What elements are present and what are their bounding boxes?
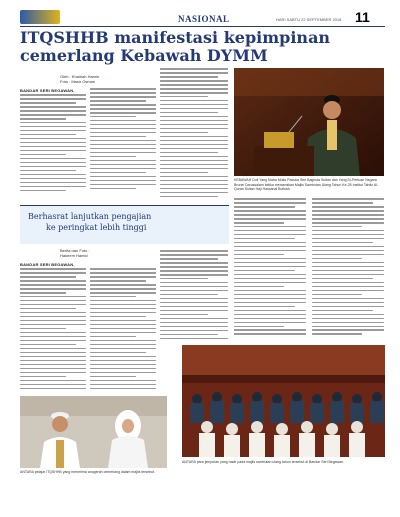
main-body-column-1	[20, 94, 86, 194]
page-number: 11	[355, 9, 370, 25]
second-body-column-2	[90, 268, 156, 392]
main-byline	[60, 74, 99, 84]
second-article-headline-box	[20, 205, 229, 244]
second-byline	[60, 248, 90, 258]
second-headline-line-1: Berhasrat lanjutkan pengajian	[28, 212, 152, 221]
main-byline-photo: Foto : Masir Osman	[60, 79, 96, 84]
second-body-column-1	[20, 268, 86, 392]
second-photo-caption: ANTARA pelajar ITQSHHB yang menerima anugerah cemerlang dalam majlis tersebut.	[20, 470, 155, 474]
section-name: NASIONAL	[178, 14, 230, 24]
second-headline-line-2: ke peringkat lebih tinggi	[46, 223, 147, 232]
second-lead: BANDAR SERI BEGAWAN,	[20, 262, 75, 267]
group-photo-caption: ANTARA para jemputan yang hadir pada majlis sambutan ulang tahun tersebut di Bandar Seri Begawan.	[182, 460, 345, 464]
main-headline	[20, 29, 390, 65]
group-photo-illustration	[182, 345, 385, 457]
second-photo-illustration	[20, 396, 167, 468]
group-photo	[182, 345, 385, 457]
main-body-column-5	[312, 198, 384, 337]
second-photo	[20, 396, 167, 468]
second-headline	[28, 211, 228, 233]
main-body-column-3	[160, 68, 228, 199]
main-byline-writer: Oleh : Khairiah Hamin	[60, 74, 100, 79]
main-photo	[234, 68, 384, 176]
main-body-column-4	[234, 198, 306, 337]
newspaper-logo	[20, 10, 60, 24]
page-header	[0, 6, 400, 28]
issue-date: HARI SABTU 22 SEPTEMBER 2018	[276, 17, 342, 22]
main-body-column-2	[90, 88, 156, 192]
main-photo-caption: KEBAWAH Duli Yang Maha Mulia Paduka Seri Baginda Sultan dan Yang Di-Pertuan Negara Brunei Darussalam ketika merasmikan Majlis Sambutan Ulang Tahun Ke-25 Institut Tahfiz Al-Quran Sultan Haji Hassanal Bolkiah.	[234, 178, 379, 191]
second-byline-photo: Hakeem Hamid	[60, 253, 88, 258]
main-photo-illustration	[234, 68, 384, 176]
main-lead: BANDAR SERI BEGAWAN,	[20, 88, 75, 93]
main-headline-line-2: cemerlang Kebawah DYMM	[20, 46, 268, 65]
header-rule	[20, 26, 385, 27]
second-body-column-3	[160, 250, 228, 342]
second-byline-writer: Berita dan Foto :	[60, 248, 90, 253]
main-headline-line-1: ITQSHHB manifestasi kepimpinan	[20, 28, 331, 47]
